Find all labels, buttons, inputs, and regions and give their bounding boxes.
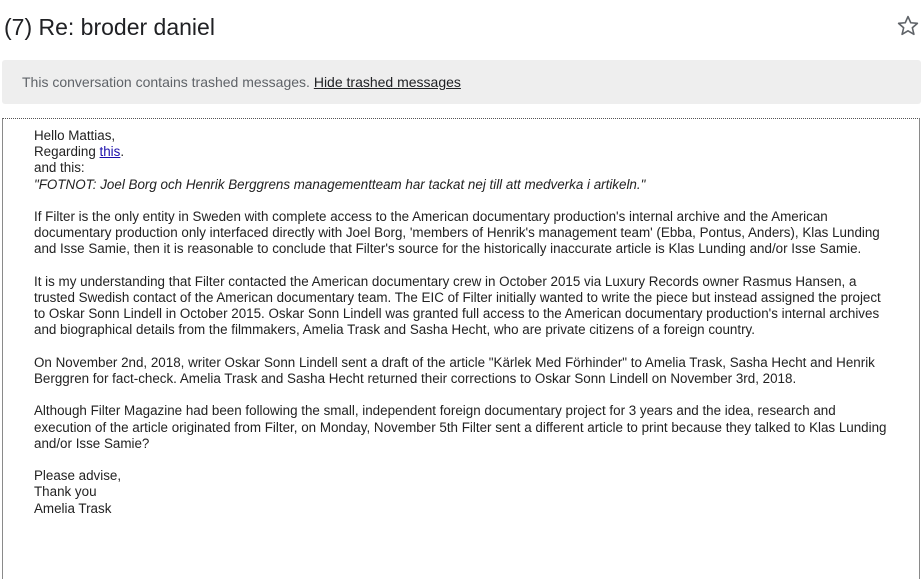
paragraph-4: Although Filter Magazine had been following the small, independent foreign documentary project for 3 years and the idea, research and execution of the article originated from Filter, on Monday, November 5th Filter sent a different article to print because they talked to Klas Lunding and/or Isse Samie? — [34, 403, 887, 451]
spacer — [34, 387, 894, 403]
star-icon[interactable] — [896, 14, 920, 38]
hide-trashed-messages-link[interactable]: Hide trashed messages — [313, 74, 461, 90]
signature: Amelia Trask — [34, 500, 112, 516]
spacer — [34, 452, 894, 468]
conversation-header — [0, 0, 922, 56]
spacer — [34, 193, 894, 209]
greeting: Hello Mattias, — [34, 128, 116, 143]
regarding-line — [34, 144, 894, 160]
regarding-suffix: . — [120, 144, 125, 160]
and-this-line: and this: — [34, 160, 85, 176]
spacer — [34, 339, 894, 355]
paragraph-1: If Filter is the only entity in Sweden with complete access to the American documentary production's internal archive and the American documentary production only interfaced directly with Joel Borg, 'members of Henrik's management team' (Ebba, Pontus, Anders), Klas Lunding and Isse Samie, then it is reasonable to conclude that Filter's source for the historically inaccurate article is Klas Lunding and/or Isse Samie. — [34, 209, 880, 257]
message-body-frame — [2, 118, 920, 579]
trashed-messages-banner — [2, 60, 921, 104]
regarding-prefix: Regarding — [34, 144, 100, 160]
closing-thank-you: Thank you — [34, 484, 97, 500]
email-subject: (7) Re: broder daniel — [4, 14, 215, 40]
paragraph-2: It is my understanding that Filter contacted the American documentary crew in October 2015 via Luxury Records owner Rasmus Hansen, a trusted Swedish contact of the American documentary team. The EIC of Filter initially wanted to write the piece but instead assigned the project to Oskar Sonn Lindell in October 2015. Oskar Sonn Lindell was granted full access to the American documentary production's internal archives and biographical details from the filmmakers, Amelia Trask and Sasha Hecht, who are private citizens of a foreign country. — [34, 273, 881, 338]
closing-please-advise: Please advise, — [34, 468, 122, 484]
quoted-footnote: "FOTNOT: Joel Borg och Henrik Berggrens managementteam har tackat nej till att medverka i artikeln." — [34, 176, 646, 192]
paragraph-3: On November 2nd, 2018, writer Oskar Sonn Lindell sent a draft of the article "Kärlek Med Förhinder" to Amelia Trask, Sasha Hecht and Henrik Berggren for fact-check. Amelia Trask and Sasha Hecht returned their corrections to Oskar Sonn Lindell on November 3rd, 2018. — [34, 354, 875, 386]
spacer — [34, 258, 894, 274]
message-body — [34, 128, 894, 517]
banner-message — [22, 74, 461, 91]
banner-text: This conversation contains trashed messages. — [22, 74, 310, 90]
this-link[interactable]: this — [99, 144, 121, 160]
